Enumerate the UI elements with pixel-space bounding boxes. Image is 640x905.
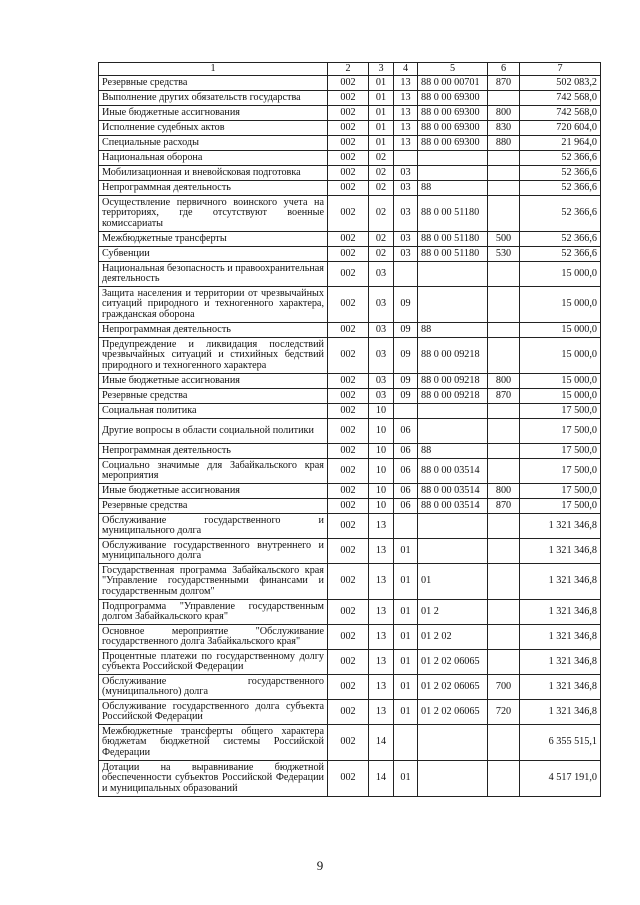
row-admin-code: 002: [328, 76, 369, 91]
row-section: 10: [369, 499, 394, 514]
table-header-row: [99, 63, 601, 76]
row-subsection: 06: [394, 444, 418, 459]
row-expense-type: 870: [488, 76, 520, 91]
row-target-article: [418, 539, 488, 564]
row-expense-type: 530: [488, 247, 520, 262]
row-amount: 1 321 346,8: [520, 600, 601, 625]
row-admin-code: 002: [328, 539, 369, 564]
row-expense-type: [488, 323, 520, 338]
row-section: 13: [369, 514, 394, 539]
row-target-article: [418, 514, 488, 539]
row-amount: 15 000,0: [520, 262, 601, 287]
row-subsection: 13: [394, 76, 418, 91]
row-section: 02: [369, 166, 394, 181]
row-target-article: 88 0 00 69300: [418, 121, 488, 136]
table-row: [99, 761, 601, 797]
row-section: 10: [369, 444, 394, 459]
row-admin-code: 002: [328, 459, 369, 484]
row-target-article: 88 0 00 69300: [418, 106, 488, 121]
row-amount: 17 500,0: [520, 419, 601, 444]
row-name: Резервные средства: [99, 76, 328, 91]
row-target-article: [418, 404, 488, 419]
table-row: [99, 389, 601, 404]
row-admin-code: 002: [328, 262, 369, 287]
row-section: 10: [369, 484, 394, 499]
row-subsection: 01: [394, 650, 418, 675]
row-subsection: [394, 725, 418, 761]
row-target-article: 88 0 00 09218: [418, 338, 488, 374]
row-name: Другие вопросы в области социальной политики: [99, 419, 328, 444]
column-header-5: 5: [418, 63, 488, 76]
row-expense-type: 830: [488, 121, 520, 136]
row-section: 02: [369, 196, 394, 232]
row-expense-type: [488, 151, 520, 166]
row-target-article: [418, 166, 488, 181]
row-expense-type: [488, 600, 520, 625]
row-section: 03: [369, 389, 394, 404]
row-subsection: 01: [394, 675, 418, 700]
row-amount: 15 000,0: [520, 323, 601, 338]
row-expense-type: [488, 725, 520, 761]
row-section: 10: [369, 459, 394, 484]
row-section: 03: [369, 338, 394, 374]
row-amount: 15 000,0: [520, 374, 601, 389]
row-target-article: 88 0 00 51180: [418, 196, 488, 232]
row-admin-code: 002: [328, 323, 369, 338]
row-amount: 17 500,0: [520, 404, 601, 419]
row-subsection: 06: [394, 484, 418, 499]
row-section: 03: [369, 262, 394, 287]
row-subsection: 09: [394, 287, 418, 323]
table-row: [99, 675, 601, 700]
row-admin-code: 002: [328, 404, 369, 419]
row-target-article: 01 2 02 06065: [418, 675, 488, 700]
row-name: Иные бюджетные ассигнования: [99, 374, 328, 389]
table-row: [99, 725, 601, 761]
row-expense-type: [488, 539, 520, 564]
row-target-article: 01 2 02 06065: [418, 650, 488, 675]
row-name: Государственная программа Забайкальского края "Управление государственными финансами и государственным долгом": [99, 564, 328, 600]
row-subsection: 01: [394, 600, 418, 625]
row-expense-type: 500: [488, 232, 520, 247]
row-admin-code: 002: [328, 625, 369, 650]
row-amount: 15 000,0: [520, 389, 601, 404]
row-expense-type: [488, 338, 520, 374]
row-expense-type: [488, 444, 520, 459]
row-admin-code: 002: [328, 166, 369, 181]
row-section: 13: [369, 600, 394, 625]
row-expense-type: 870: [488, 389, 520, 404]
column-header-4: 4: [394, 63, 418, 76]
row-name: Обслуживание государственного внутреннего и муниципального долга: [99, 539, 328, 564]
row-amount: 742 568,0: [520, 106, 601, 121]
column-header-6: 6: [488, 63, 520, 76]
row-expense-type: [488, 459, 520, 484]
row-section: 14: [369, 725, 394, 761]
table-row: [99, 499, 601, 514]
row-amount: 6 355 515,1: [520, 725, 601, 761]
row-admin-code: 002: [328, 338, 369, 374]
row-expense-type: [488, 262, 520, 287]
row-expense-type: [488, 166, 520, 181]
column-header-1: 1: [99, 63, 328, 76]
row-admin-code: 002: [328, 181, 369, 196]
row-amount: 17 500,0: [520, 499, 601, 514]
row-subsection: 06: [394, 499, 418, 514]
row-target-article: 88 0 00 09218: [418, 374, 488, 389]
row-subsection: 13: [394, 91, 418, 106]
row-amount: 1 321 346,8: [520, 539, 601, 564]
table-row: [99, 151, 601, 166]
row-admin-code: 002: [328, 91, 369, 106]
row-name: Подпрограмма "Управление государственным долгом Забайкальского края": [99, 600, 328, 625]
row-subsection: 03: [394, 181, 418, 196]
row-subsection: [394, 404, 418, 419]
row-admin-code: 002: [328, 675, 369, 700]
row-admin-code: 002: [328, 444, 369, 459]
row-subsection: 03: [394, 232, 418, 247]
row-section: 01: [369, 121, 394, 136]
table-row: [99, 232, 601, 247]
column-header-2: 2: [328, 63, 369, 76]
table-row: [99, 181, 601, 196]
row-amount: 52 366,6: [520, 181, 601, 196]
row-section: 02: [369, 247, 394, 262]
row-section: 01: [369, 106, 394, 121]
row-subsection: 09: [394, 338, 418, 374]
row-amount: 17 500,0: [520, 484, 601, 499]
table-row: [99, 564, 601, 600]
row-name: Осуществление первичного воинского учета на территориях, где отсутствуют военные комиссариаты: [99, 196, 328, 232]
row-amount: 15 000,0: [520, 338, 601, 374]
row-admin-code: 002: [328, 700, 369, 725]
row-name: Выполнение других обязательств государства: [99, 91, 328, 106]
table-row: [99, 514, 601, 539]
row-expense-type: [488, 761, 520, 797]
row-subsection: 03: [394, 247, 418, 262]
row-amount: 52 366,6: [520, 166, 601, 181]
row-section: 13: [369, 564, 394, 600]
row-admin-code: 002: [328, 136, 369, 151]
row-amount: 1 321 346,8: [520, 625, 601, 650]
row-amount: 15 000,0: [520, 287, 601, 323]
row-admin-code: 002: [328, 196, 369, 232]
row-target-article: [418, 287, 488, 323]
row-amount: 4 517 191,0: [520, 761, 601, 797]
row-name: Обслуживание государственного и муниципального долга: [99, 514, 328, 539]
row-target-article: 88 0 00 03514: [418, 484, 488, 499]
row-target-article: [418, 761, 488, 797]
row-expense-type: [488, 181, 520, 196]
table-row: [99, 650, 601, 675]
row-admin-code: 002: [328, 232, 369, 247]
row-admin-code: 002: [328, 650, 369, 675]
row-expense-type: 880: [488, 136, 520, 151]
row-target-article: 01 2: [418, 600, 488, 625]
row-amount: 502 083,2: [520, 76, 601, 91]
row-name: Национальная оборона: [99, 151, 328, 166]
row-section: 14: [369, 761, 394, 797]
row-subsection: 13: [394, 106, 418, 121]
table-row: [99, 404, 601, 419]
row-name: Защита населения и территории от чрезвычайных ситуаций природного и техногенного характера, гражданская оборона: [99, 287, 328, 323]
table-row: [99, 196, 601, 232]
row-admin-code: 002: [328, 725, 369, 761]
row-section: 10: [369, 404, 394, 419]
row-admin-code: 002: [328, 374, 369, 389]
row-amount: 52 366,6: [520, 151, 601, 166]
row-expense-type: 800: [488, 374, 520, 389]
row-name: Иные бюджетные ассигнования: [99, 106, 328, 121]
row-subsection: 01: [394, 700, 418, 725]
row-name: Субвенции: [99, 247, 328, 262]
table-row: [99, 459, 601, 484]
row-expense-type: 800: [488, 484, 520, 499]
row-subsection: 03: [394, 196, 418, 232]
row-target-article: 88: [418, 181, 488, 196]
row-section: 03: [369, 374, 394, 389]
row-expense-type: [488, 404, 520, 419]
table-row: [99, 539, 601, 564]
row-target-article: 01 2 02: [418, 625, 488, 650]
row-admin-code: 002: [328, 389, 369, 404]
row-section: 03: [369, 323, 394, 338]
row-name: Непрограммная деятельность: [99, 181, 328, 196]
page-number: 9: [316, 858, 324, 873]
row-subsection: 06: [394, 419, 418, 444]
row-name: Исполнение судебных актов: [99, 121, 328, 136]
row-name: Процентные платежи по государственному долгу субъекта Российской Федерации: [99, 650, 328, 675]
row-admin-code: 002: [328, 600, 369, 625]
row-section: 13: [369, 650, 394, 675]
row-expense-type: [488, 625, 520, 650]
row-target-article: 88: [418, 323, 488, 338]
table-row: [99, 262, 601, 287]
row-target-article: [418, 262, 488, 287]
row-name: Основное мероприятие "Обслуживание государственного долга Забайкальского края": [99, 625, 328, 650]
row-admin-code: 002: [328, 761, 369, 797]
row-section: 13: [369, 625, 394, 650]
row-expense-type: [488, 91, 520, 106]
table-row: [99, 76, 601, 91]
row-section: 01: [369, 136, 394, 151]
row-expense-type: [488, 650, 520, 675]
row-admin-code: 002: [328, 247, 369, 262]
row-target-article: 88 0 00 09218: [418, 389, 488, 404]
row-subsection: [394, 262, 418, 287]
table-row: [99, 338, 601, 374]
row-target-article: 88 0 00 51180: [418, 247, 488, 262]
row-target-article: 88 0 00 51180: [418, 232, 488, 247]
row-expense-type: [488, 196, 520, 232]
row-name: Дотации на выравнивание бюджетной обеспеченности субъектов Российской Федерации и муниципальных образований: [99, 761, 328, 797]
row-name: Иные бюджетные ассигнования: [99, 484, 328, 499]
table-row: [99, 121, 601, 136]
row-subsection: 01: [394, 761, 418, 797]
row-section: 01: [369, 91, 394, 106]
row-amount: 52 366,6: [520, 247, 601, 262]
row-target-article: 88 0 00 03514: [418, 459, 488, 484]
table-row: [99, 247, 601, 262]
row-name: Межбюджетные трансферты: [99, 232, 328, 247]
row-subsection: 03: [394, 166, 418, 181]
row-target-article: 88 0 00 03514: [418, 499, 488, 514]
row-name: Непрограммная деятельность: [99, 444, 328, 459]
row-amount: 1 321 346,8: [520, 675, 601, 700]
row-admin-code: 002: [328, 499, 369, 514]
table-body: [99, 76, 601, 797]
row-expense-type: 700: [488, 675, 520, 700]
row-amount: 1 321 346,8: [520, 564, 601, 600]
row-name: Резервные средства: [99, 499, 328, 514]
row-amount: 1 321 346,8: [520, 514, 601, 539]
row-expense-type: [488, 514, 520, 539]
row-target-article: 88 0 00 69300: [418, 136, 488, 151]
table-row: [99, 166, 601, 181]
row-subsection: 09: [394, 323, 418, 338]
row-amount: 21 964,0: [520, 136, 601, 151]
row-section: 13: [369, 539, 394, 564]
row-subsection: 06: [394, 459, 418, 484]
row-admin-code: 002: [328, 419, 369, 444]
row-amount: 742 568,0: [520, 91, 601, 106]
row-target-article: 01 2 02 06065: [418, 700, 488, 725]
row-section: 01: [369, 76, 394, 91]
row-admin-code: 002: [328, 287, 369, 323]
table-row: [99, 419, 601, 444]
row-name: Специальные расходы: [99, 136, 328, 151]
row-section: 13: [369, 700, 394, 725]
row-expense-type: [488, 419, 520, 444]
budget-table: [98, 62, 601, 797]
row-name: Непрограммная деятельность: [99, 323, 328, 338]
row-admin-code: 002: [328, 121, 369, 136]
table-row: [99, 106, 601, 121]
row-name: Мобилизационная и вневойсковая подготовка: [99, 166, 328, 181]
table-row: [99, 700, 601, 725]
row-subsection: [394, 151, 418, 166]
table-row: [99, 287, 601, 323]
row-expense-type: 720: [488, 700, 520, 725]
row-target-article: 01: [418, 564, 488, 600]
row-name: Обслуживание государственного (муниципального) долга: [99, 675, 328, 700]
row-name: Предупреждение и ликвидация последствий чрезвычайных ситуаций и стихийных бедствий природного и техногенного характера: [99, 338, 328, 374]
row-target-article: 88 0 00 69300: [418, 91, 488, 106]
table-row: [99, 600, 601, 625]
row-target-article: 88: [418, 444, 488, 459]
row-name: Национальная безопасность и правоохранительная деятельность: [99, 262, 328, 287]
row-subsection: 09: [394, 389, 418, 404]
row-target-article: [418, 151, 488, 166]
table-row: [99, 444, 601, 459]
row-section: 03: [369, 287, 394, 323]
row-amount: 17 500,0: [520, 444, 601, 459]
row-target-article: 88 0 00 00701: [418, 76, 488, 91]
row-expense-type: [488, 564, 520, 600]
row-subsection: 01: [394, 625, 418, 650]
row-amount: 52 366,6: [520, 196, 601, 232]
row-subsection: 09: [394, 374, 418, 389]
row-section: 02: [369, 181, 394, 196]
row-name: Обслуживание государственного долга субъекта Российской Федерации: [99, 700, 328, 725]
row-subsection: 13: [394, 121, 418, 136]
table-row: [99, 91, 601, 106]
row-name: Социально значимые для Забайкальского края мероприятия: [99, 459, 328, 484]
row-admin-code: 002: [328, 564, 369, 600]
row-amount: 52 366,6: [520, 232, 601, 247]
row-section: 10: [369, 419, 394, 444]
row-amount: 1 321 346,8: [520, 650, 601, 675]
row-admin-code: 002: [328, 151, 369, 166]
table-row: [99, 136, 601, 151]
column-header-7: 7: [520, 63, 601, 76]
row-section: 02: [369, 232, 394, 247]
table-row: [99, 323, 601, 338]
row-expense-type: [488, 287, 520, 323]
row-target-article: [418, 725, 488, 761]
column-header-3: 3: [369, 63, 394, 76]
row-subsection: 01: [394, 564, 418, 600]
row-amount: 1 321 346,8: [520, 700, 601, 725]
table-row: [99, 625, 601, 650]
row-name: Межбюджетные трансферты общего характера бюджетам бюджетной системы Российской Федерации: [99, 725, 328, 761]
row-target-article: [418, 419, 488, 444]
row-subsection: 01: [394, 539, 418, 564]
row-section: 13: [369, 675, 394, 700]
row-amount: 720 604,0: [520, 121, 601, 136]
row-section: 02: [369, 151, 394, 166]
row-name: Социальная политика: [99, 404, 328, 419]
row-name: Резервные средства: [99, 389, 328, 404]
row-subsection: 13: [394, 136, 418, 151]
row-expense-type: 870: [488, 499, 520, 514]
row-admin-code: 002: [328, 106, 369, 121]
row-admin-code: 002: [328, 514, 369, 539]
table-row: [99, 374, 601, 389]
row-subsection: [394, 514, 418, 539]
row-admin-code: 002: [328, 484, 369, 499]
table-row: [99, 484, 601, 499]
row-amount: 17 500,0: [520, 459, 601, 484]
row-expense-type: 800: [488, 106, 520, 121]
